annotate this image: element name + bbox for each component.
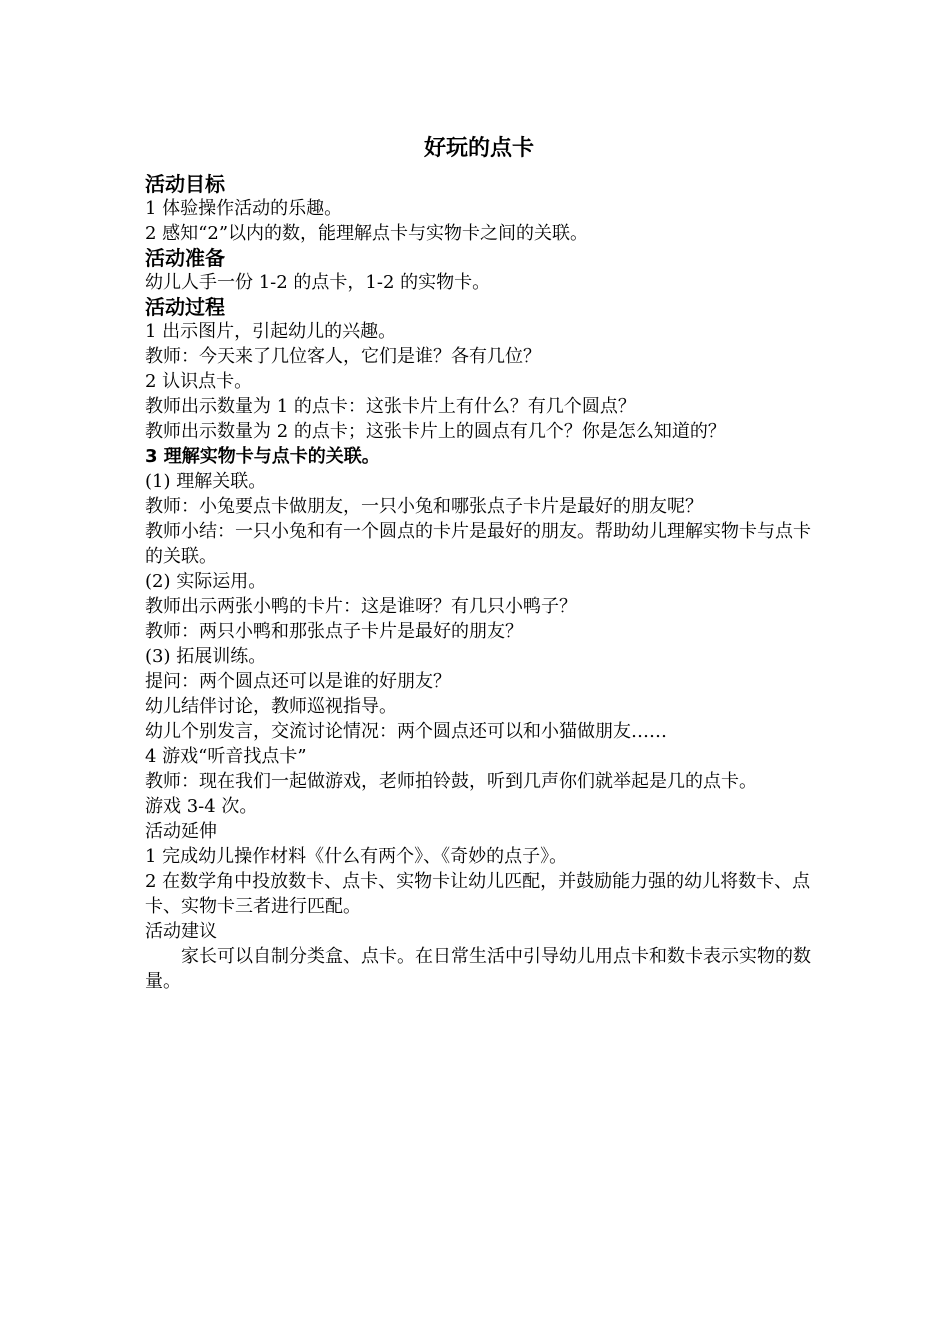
- step3-line: (1) 理解关联。: [145, 471, 267, 492]
- prep-heading: 活动准备: [145, 246, 225, 270]
- process-line: 1 出示图片，引起幼儿的兴趣。: [145, 321, 397, 342]
- process-line: 2 认识点卡。: [145, 371, 253, 392]
- process-heading: 活动过程: [145, 295, 225, 319]
- document-title: 好玩的点卡: [423, 136, 534, 161]
- step3-line: (2) 实际运用。: [145, 571, 267, 592]
- step3-line: 幼儿个别发言，交流讨论情况：两个圆点还可以和小猫做朋友……: [145, 721, 667, 742]
- process-line: 教师出示数量为 1 的点卡：这张卡片上有什么？有几个圆点？: [145, 396, 636, 417]
- step3-line: (3) 拓展训练。: [145, 646, 267, 667]
- step3-line: 游戏 3-4 次。: [145, 796, 258, 817]
- step3-line: 教师：两只小鸭和那张点子卡片是最好的朋友？: [145, 621, 523, 642]
- step3-line: 教师：现在我们一起做游戏，老师拍铃鼓，听到几声你们就举起是几的点卡。: [145, 771, 757, 792]
- prep-text: 幼儿人手一份 1-2 的点卡，1-2 的实物卡。: [145, 272, 491, 293]
- suggestion-text: 家长可以自制分类盒、点卡。在日常生活中引导幼儿用点卡和数卡表示实物的数量。: [145, 946, 811, 992]
- process-line: 教师出示数量为 2 的点卡；这张卡片上的圆点有几个？你是怎么知道的？: [145, 421, 726, 442]
- step3-line: 4 游戏“听音找点卡”: [145, 746, 307, 767]
- goal-item: 1 体验操作活动的乐趣。: [145, 198, 343, 219]
- step3-heading: 3 理解实物卡与点卡的关联。: [145, 446, 380, 467]
- step3-line: 提问：两个圆点还可以是谁的好朋友？: [145, 671, 451, 692]
- process-line: 教师：今天来了几位客人，它们是谁？各有几位？: [145, 346, 541, 367]
- extension-item: 2 在数学角中投放数卡、点卡、实物卡让幼儿匹配，并鼓励能力强的幼儿将数卡、点卡、实物卡三者进行匹配。: [145, 871, 811, 917]
- extension-item: 1 完成幼儿操作材料《什么有两个》、《奇妙的点子》。: [145, 846, 568, 867]
- document-page: [145, 134, 813, 994]
- extension-heading: 活动延伸: [145, 821, 217, 842]
- goal-item: 2 感知“2”以内的数，能理解点卡与实物卡之间的关联。: [145, 223, 589, 244]
- step3-line: 幼儿结伴讨论，教师巡视指导。: [145, 696, 397, 717]
- step3-line: 教师小结：一只小兔和有一个圆点的卡片是最好的朋友。帮助幼儿理解实物卡与点卡的关联。: [145, 521, 811, 567]
- step3-line: 教师：小兔要点卡做朋友，一只小兔和哪张点子卡片是最好的朋友呢？: [145, 496, 703, 517]
- step3-line: 教师出示两张小鸭的卡片：这是谁呀？有几只小鸭子？: [145, 596, 577, 617]
- suggestion-heading: 活动建议: [145, 921, 217, 942]
- goals-heading: 活动目标: [145, 172, 225, 196]
